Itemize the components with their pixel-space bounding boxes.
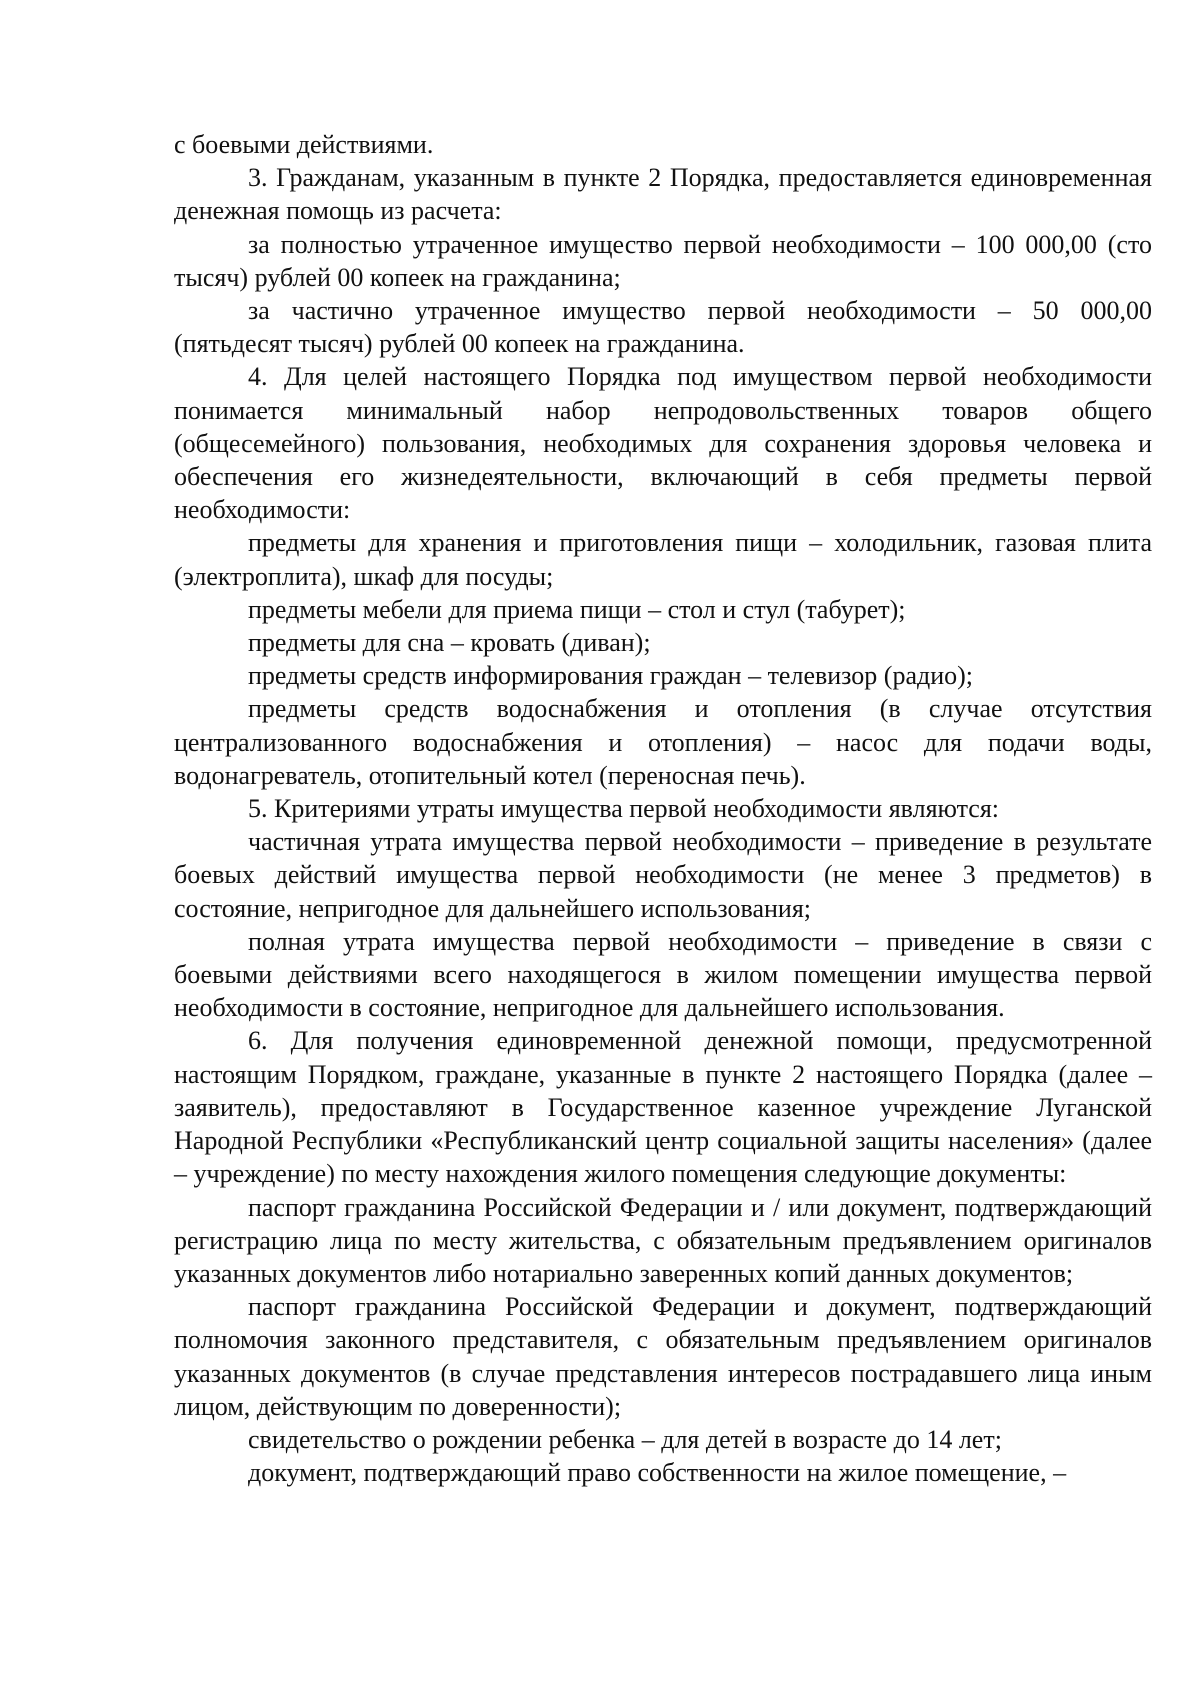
paragraph-item-3: 3. Гражданам, указанным в пункте 2 Порядка, предоставляется единовременная денежная помощь из расчета: xyxy=(174,163,1152,226)
paragraph-item-6: 6. Для получения единовременной денежной помощи, предусмотренной настоящим Порядком, граждане, указанные в пункте 2 настоящего Порядка (далее – заявитель), предоставляют в Государственное казенное учреждение Луганской Народной Республики «Республиканский центр социальной защиты населения» (далее – учреждение) по месту нахождения жилого помещения следующие документы: xyxy=(174,1026,1152,1189)
paragraph-ownership-document: документ, подтверждающий право собственности на жилое помещение, – xyxy=(248,1458,1067,1488)
paragraph-sleep-items: предметы для сна – кровать (диван); xyxy=(248,628,651,658)
paragraph-passport-representative: паспорт гражданина Российской Федерации и документ, подтверждающий полномочия законного представителя, с обязательным предъявлением оригиналов указанных документов (в случае представления интересов пострадавшего лица иным лицом, действующим по доверенности); xyxy=(174,1292,1152,1421)
paragraph-passport-registration: паспорт гражданина Российской Федерации и / или документ, подтверждающий регистрацию лица по месту жительства, с обязательным предъявлением оригиналов указанных документов либо нотариально заверенных копий данных документов; xyxy=(174,1192,1152,1288)
paragraph-full-loss-amount: за полностью утраченное имущество первой необходимости – 100 000,00 (сто тысяч) рублей 00 копеек на гражданина; xyxy=(174,229,1152,292)
paragraph-full-loss-criteria: полная утрата имущества первой необходимости – приведение в связи с боевыми действиями всего находящегося в жилом помещении имущества первой необходимости в состояние, непригодное для дальнейшего использования. xyxy=(174,926,1152,1023)
paragraph-continuation: с боевыми действиями. xyxy=(174,130,434,159)
paragraph-food-storage-items: предметы для хранения и приготовления пищи – холодильник, газовая плита (электроплита), шкаф для посуды; xyxy=(174,528,1152,591)
paragraph-item-4: 4. Для целей настоящего Порядка под имуществом первой необходимости понимается минимальный набор непродовольственных товаров общего (общесемейного) пользования, необходимых для сохранения здоровья человека и обеспечения его жизнедеятельности, включающий в себя предметы первой необходимости: xyxy=(174,362,1152,525)
paragraph-information-items: предметы средств информирования граждан – телевизор (радио); xyxy=(248,661,974,691)
paragraph-water-heating-items: предметы средств водоснабжения и отопления (в случае отсутствия централизованного водоснабжения и отопления) – насос для подачи воды, водонагреватель, отопительный котел (переносная печь). xyxy=(174,694,1152,790)
paragraph-partial-loss-amount: за частично утраченное имущество первой необходимости – 50 000,00 (пятьдесят тысяч) рублей 00 копеек на гражданина. xyxy=(174,296,1152,359)
document-page xyxy=(174,128,1152,1489)
paragraph-item-5: 5. Критериями утраты имущества первой необходимости являются: xyxy=(248,794,1000,824)
paragraph-partial-loss-criteria: частичная утрата имущества первой необходимости – приведение в результате боевых действий имущества первой необходимости (не менее 3 предметов) в состояние, непригодное для дальнейшего использования; xyxy=(174,827,1152,923)
paragraph-furniture-items: предметы мебели для приема пищи – стол и стул (табурет); xyxy=(248,594,906,624)
paragraph-birth-certificate: свидетельство о рождении ребенка – для детей в возрасте до 14 лет; xyxy=(248,1424,1002,1454)
